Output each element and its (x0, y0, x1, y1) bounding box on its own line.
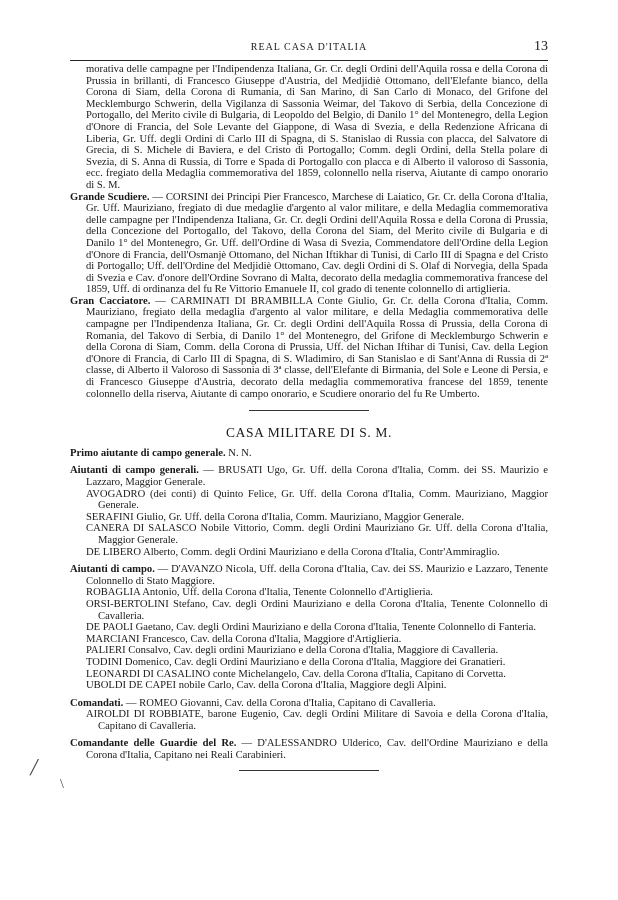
header-rule (70, 60, 548, 61)
entry-gran-cacciatore (70, 296, 548, 400)
entry-text: — CORSINI dei Principi Pier Francesco, Marchese di Laiatico, Gr. Cr. della Corona d'Italia, Gr. Uff. Mauriziano, fregiato di due medaglie d'argento al valor militare, e della Medaglia commemorativa delle campagne per l'Indipendenza Italiana, Gr. Cr. degli Ordini dell'Aquila Rossa e della Corona di Prussia, della Concezione del Portogallo, del Takovo, della Corona del Siam, del Merito civile di Bulgaria e di Danilo 1° del Montenegro, Gr. Uff. dell'Ordine di Wasa di Svezia, Commendatore dell'Ordine della Legion d'Onore di Francia, dell'Osmanjè Ottomano, del Nichan Iftikhar di Tunisi, di Carlo III di Spagna e del Cristo di Portogallo; Uff. dell'Ordine del Medjidiè Ottomano, Cav. degli Ordini di S. Olaf di Norvegia, della Spada di Svezia e Cav. d'onore dell'Ordine Sovrano di Malta, decorato della medaglia commemorativa francese del 1859, Uff. di ordinanza del fu Re Vittorio Emanuele II, col grado di tenente colonnello di artiglieria. (86, 191, 548, 296)
entry-title: Aiutanti di campo generali. (70, 465, 199, 477)
end-separator (239, 770, 379, 771)
entry-title: Comandati. (70, 697, 124, 709)
list-item: PALIERI Consalvo, Cav. degli ordini Mauriziano e della Corona d'Italia, Maggiore di Cavalleria. (86, 645, 499, 657)
list-item: CANERA DI SALASCO Nobile Vittorio, Comm. degli Ordini Mauriziano Gr. Uff. della Corona d'Italia, Maggior Generale. (86, 523, 548, 546)
entry-grande-scudiere (70, 192, 548, 296)
list-item: ORSI-BERTOLINI Stefano, Cav. degli Ordini Mauriziano e della Corona d'Italia, Tenente Colonnello di Cavalleria. (86, 598, 548, 622)
entry-title: Primo aiutante di campo generale. (70, 447, 226, 459)
entry-title: Aiutanti di campo. (70, 564, 155, 576)
aiutanti-first (70, 564, 548, 587)
section-separator (249, 410, 369, 411)
list-item: DE PAOLI Gaetano, Cav. degli Ordini Mauriziano e della Corona d'Italia, Tenente Colonnello di Fanteria. (86, 622, 537, 634)
entry-text: — D'ALESSANDRO Ulderico, Cav. dell'Ordine Mauriziano e della Corona d'Italia, Capitano nei Reali Carabinieri. (86, 738, 548, 762)
entry-text: — D'AVANZO Nicola, Uff. della Corona d'Italia, Cav. dei SS. Maurizio e Lazzaro, Tenente Colonnello di Stato Maggiore. (86, 564, 548, 587)
list-item: LEONARDI DI CASALINO conte Michelangelo, Cav. della Corona d'Italia, Capitano di Corvetta. (86, 668, 506, 680)
list-item: UBOLDI DE CAPEI nobile Carlo, Cav. della Corona d'Italia, Maggiore degli Alpini. (86, 680, 447, 692)
margin-bracket-icon: \ (60, 777, 64, 792)
running-head: REAL CASA D'ITALIA (250, 42, 368, 53)
page-header (70, 39, 548, 58)
entry-text: — BRUSATI Ugo, Gr. Uff. della Corona d'Italia, Comm. dei SS. Maurizio e Lazzaro, Maggior Generale. (86, 465, 548, 488)
entry-title: Comandante delle Guardie del Re. (70, 738, 237, 750)
list-item: AIROLDI DI ROBBIATE, barone Eugenio, Cav. degli Ordini Militare di Savoia e della Corona d'Italia, Capitano di Cavalleria. (86, 709, 548, 732)
entry-text: N. N. (225, 447, 252, 459)
grande-scudiere-continuation: morativa delle campagne per l'Indipendenza Italiana, Gr. Cr. degli Ordini dell'Aquila rossa e della Corona di Prussia in brillanti, di Francesco Giuseppe d'Austria, del Medjidiè Ottomano, dell'Elefante bianco, della Corona di Siam, della Corona di Rumania, di San Marino, di San Carlo di Monaco, del Grifone del Mecklemburgo Schwerin, della Vigilanza di Sassonia Weimar, del Takovo di Serbia, della Concezione di Portogallo, del Merito civile di Bulgaria, di Leopoldo del Belgio, di Danilo 1° del Montenegro, della Legion d'Onore di Francia, del Sole Levante del Giappone, di Wasa di Svezia, e della Redenzione Africana di Liberia, Gr. Uff. degli Ordini di Carlo III di Spagna, di S. Stanislao di Russia con placca, del Salvatore di Grecia, di S. Michele di Baviera, e del Cristo di Portogallo; Comm. degli Ordini, della Stella polare di Svezia, di S. Anna di Russia, di Torre e Spada di Portogallo con placca e di Alberto il valoroso di Sassonia, ecc. fregiato della Medaglia commemorativa del 1859, colonnello nella riserva, Aiutante di campo onorario di S. M. (86, 64, 548, 191)
page-content (70, 64, 548, 771)
entry-text: — CARMINATI DI BRAMBILLA Conte Giulio, Gr. Cr. della Corona d'Italia, Comm. Mauriziano, fregiato della medaglia d'argento al valor militare, e della Medaglia commemorativa delle campagne per l'Indipendenza Italiana, Gr. Cr. degli Ordini dell'Aquila Rossa di Prussia, della Corona di Romania, del Takovo di Serbia, di Danilo 1° del Montenegro, del Grifone di Mecklemburgo Schwerin e della Corona di Siam, Comm. della Corona di Prussia, Uff. del Nichan Iftihar di Tunisi, Cav. della Legion d'Onore di Francia, di Carlo III di Spagna, di S. Wladimiro, di San Stanislao e di Sant'Anna di Russia di 2ª classe, di Alberto il Valoroso di Sassonia di 3ª classe, dell'Elefante di Birmania, del Sole e Leone di Persia, e di Francesco Giuseppe d'Austria, decorato della medaglia commemorativa francese del 1859, tenente colonnello della riserva, Aiutante di campo onorario, e Scudiere onorario del fu Re Umberto. (86, 295, 548, 400)
entry-title: Grande Scudiere. (70, 191, 150, 203)
comandati-first (70, 698, 548, 710)
margin-mark-icon: ╱ (30, 761, 39, 776)
list-item: MARCIANI Francesco, Cav. della Corona d'Italia, Maggiore d'Artiglieria. (86, 633, 402, 645)
primo-aiutante (70, 448, 548, 460)
section-title: CASA MILITARE DI S. M. (226, 425, 392, 441)
list-item: SERAFINI Giulio, Gr. Uff. della Corona d'Italia, Comm. Mauriziano, Maggior Generale. (86, 511, 465, 523)
list-item: ROBAGLIA Antonio, Uff. della Corona d'Italia, Tenente Colonnello d'Artiglieria. (86, 587, 433, 599)
list-item: TODINI Domenico, Cav. degli Ordini Mauriziano e della Corona d'Italia, Maggiore dei Granatieri. (86, 656, 506, 668)
page-number: 13 (534, 39, 548, 54)
comandante-guardie (70, 738, 548, 761)
entry-text: — ROMEO Giovanni, Cav. della Corona d'Italia, Capitano di Cavalleria. (123, 697, 436, 709)
list-item: AVOGADRO (dei conti) di Quinto Felice, Gr. Uff. della Corona d'Italia, Comm. Mauriziano, Maggior Generale. (86, 488, 548, 512)
entry-title: Gran Cacciatore. (70, 295, 151, 307)
aiutanti-generali-first (70, 465, 548, 488)
list-item: DE LIBERO Alberto, Comm. degli Ordini Mauriziano e della Corona d'Italia, Contr'Ammiraglio. (86, 546, 500, 558)
